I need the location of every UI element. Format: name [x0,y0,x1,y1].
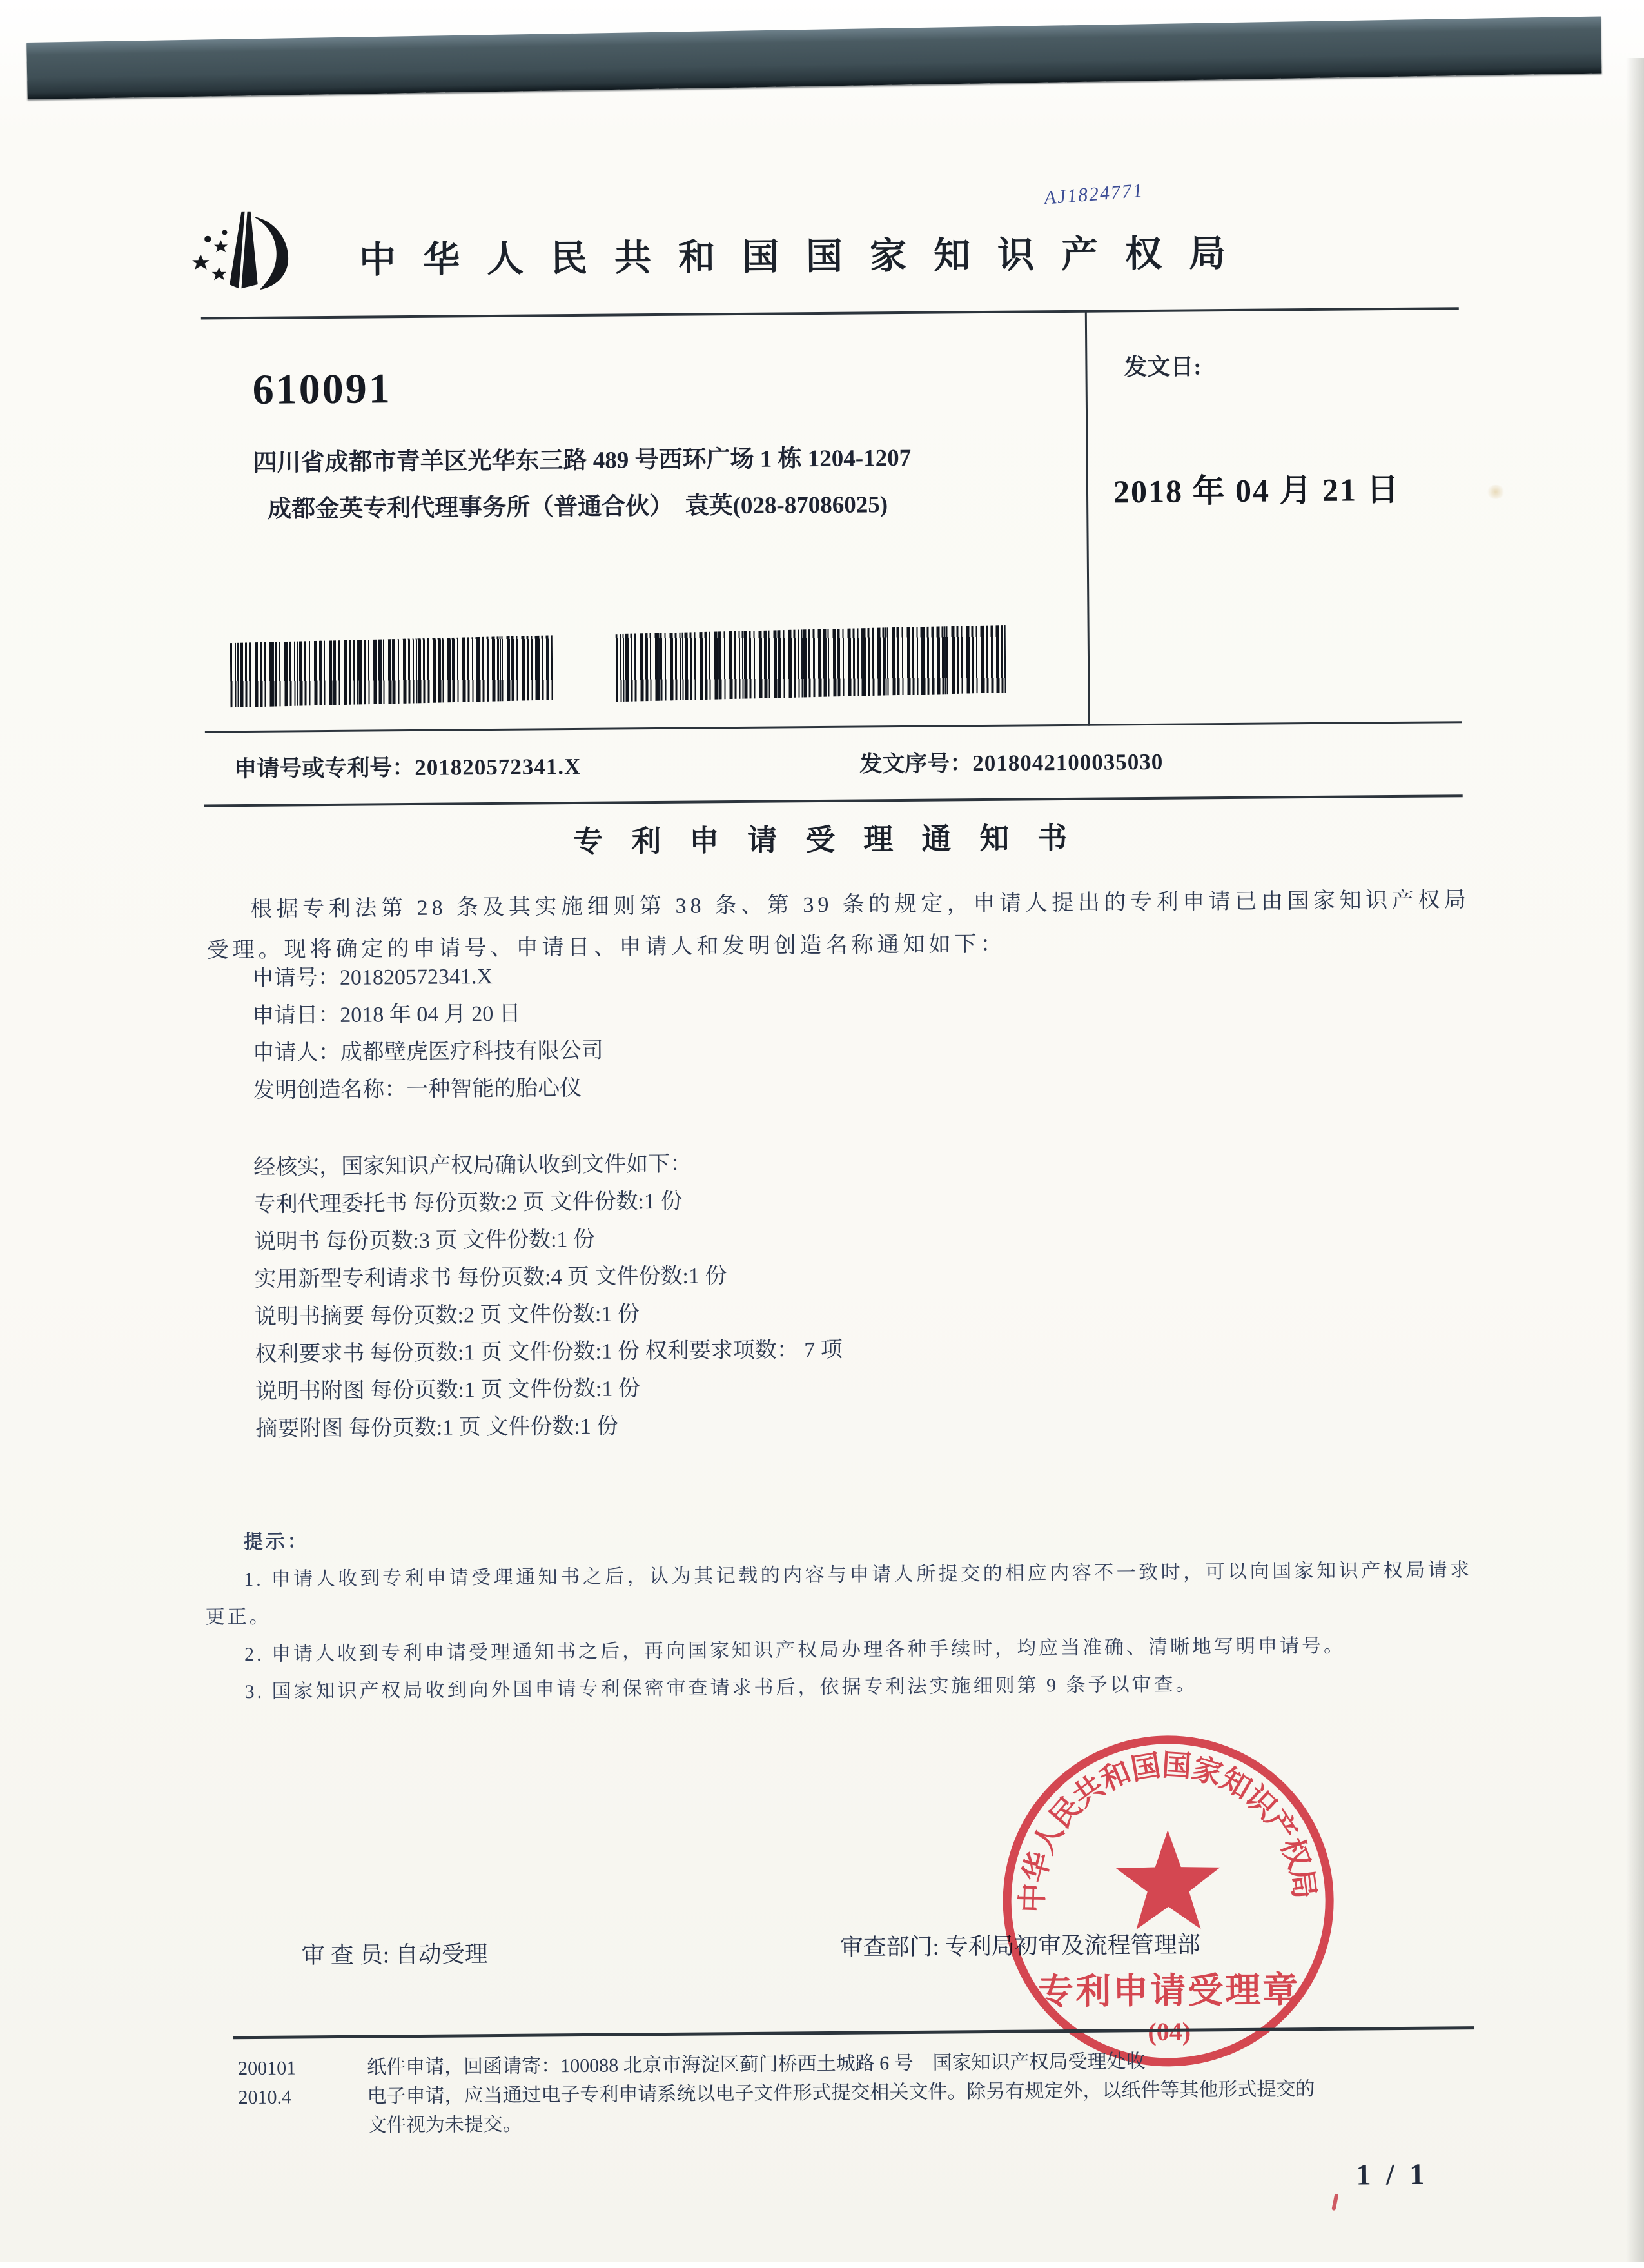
examiner-row [302,1936,488,1970]
dispatch-serial-row [859,744,1163,779]
field-value: 一种智能的胎心仪 [406,1076,582,1102]
scan-serial-code: AJ1824771 [1043,179,1145,209]
ref-row-bottom-divider [204,794,1463,807]
notice-body-paragraph: 根据专利法第 28 条及其实施细则第 38 条、第 39 条的规定，申请人提出的专利申请已由国家知识产权局受理。现将确定的申请号、申请日、申请人和发明创造名称通知如下： [206,888,1471,963]
paper-stain [1486,485,1505,499]
tips-heading: 提示： [243,1531,309,1553]
tip-item: 1. 申请人收到专利申请受理通知书之后，认为其记载的内容与申请人所提交的相应内容不一致时，可以向国家知识产权局请求更正。 [205,1559,1473,1628]
application-number-label: 申请号或专利号： [234,754,415,782]
recipient-agency: 成都金英专利代理事务所（普通合伙） 袁英(028-87086025) [268,491,888,523]
field-value: 2018 年 04 月 20 日 [340,1001,521,1027]
footer-instruction-line: 电子申请，应当通过电子专利申请系统以电子文件形式提交相关文件。除另有规定外，以纸件等其他形式提交的 [367,2078,1315,2107]
received-document-row: 实用新型专利请求书 每份页数:4 页 文件份数:1 份 [254,1264,727,1292]
received-document-row: 说明书 每份页数:3 页 文件份数:1 份 [253,1227,596,1254]
tip-item: 3. 国家知识产权局收到向外国申请专利保密审查请求书后，依据专利法实施细则第 9 条予以审查。 [244,1673,1198,1703]
footer-form-code: 2010.4 [238,2086,292,2109]
red-pen-mark [1331,2193,1338,2211]
application-number-row [234,749,581,784]
received-document-row: 权利要求书 每份页数:1 页 文件份数:1 份 权利要求项数： 7 项 [255,1337,843,1366]
field-label: 申请号： [251,965,340,991]
received-document-row: 说明书附图 每份页数:1 页 文件份数:1 份 [255,1377,640,1404]
application-fields [252,951,1414,1110]
barcode [230,635,553,707]
tip-item: 2. 申请人收到专利申请受理通知书之后，再向国家知识产权局办理各种手续时，均应当准确、清晰地写明申请号。 [244,1635,1346,1666]
footer-form-codes [238,2053,367,2142]
examiner-value: 自动受理 [395,1941,488,1968]
dispatch-serial-value: 2018042100035030 [972,749,1164,776]
received-documents-intro: 经核实，国家知识产权局确认收到文件如下： [253,1152,692,1179]
tips-list [205,1552,1473,1711]
agency-header-title: 中华人民共和国国家知识产权局 [358,233,1253,281]
cnipa-logo-icon [190,205,295,293]
footer-block [238,2044,1476,2141]
dispatch-date-value: 2018 年 04 月 21 日 [1113,471,1400,510]
received-documents-block [253,1139,1449,1448]
dispatch-date-label: 发文日: [1124,353,1202,380]
examiner-label: 审 查 员: [301,1942,389,1969]
dispatch-box-divider [1085,312,1090,726]
seal-title-text: 专利申请受理章 [1038,1970,1300,2012]
footer-instruction-line: 文件视为未提交。 [367,2113,522,2136]
application-number-value: 201820572341.X [415,753,582,780]
received-documents-list [253,1177,1448,1448]
field-label: 发明创造名称： [253,1078,407,1103]
recipient-address: 四川省成都市青羊区光华东三路 489 号西环广场 1 栋 1204-1207 [253,444,912,477]
department-value: 专利局初审及流程管理部 [944,1931,1200,1960]
seal-star-icon [1115,1829,1220,1929]
dispatch-serial-label: 发文序号： [859,751,973,777]
recipient-postcode: 610091 [252,365,392,413]
department-label: 审查部门: [839,1933,939,1960]
field-label: 申请日： [252,1003,340,1028]
received-document-row: 说明书摘要 每份页数:2 页 文件份数:1 份 [254,1302,640,1329]
tips-block [205,1514,1473,1711]
page-indicator: 1 / 1 [1356,2157,1429,2191]
ref-row-top-divider [205,721,1462,733]
field-value: 成都壁虎医疗科技有限公司 [340,1038,603,1065]
seal-ring-text: 中华人民共和国国家知识产权局 [1015,1748,1322,1913]
field-label: 申请人： [252,1040,340,1065]
footer-form-code: 200101 [238,2057,297,2080]
barcode [616,625,1006,702]
received-document-row: 专利代理委托书 每份页数:2 页 文件份数:1 份 [253,1189,683,1217]
received-document-row: 摘要附图 每份页数:1 页 文件份数:1 份 [255,1414,619,1441]
footer-instruction-line: 纸件申请，回函请寄：100088 北京市海淀区蓟门桥西土城路 6 号 国家知识产权局受理处收 [367,2051,1146,2078]
notice-title: 专利申请受理通知书 [573,821,1096,859]
header-divider [201,307,1459,319]
field-value: 201820572341.X [339,965,493,990]
footer-instructions [367,2044,1476,2140]
